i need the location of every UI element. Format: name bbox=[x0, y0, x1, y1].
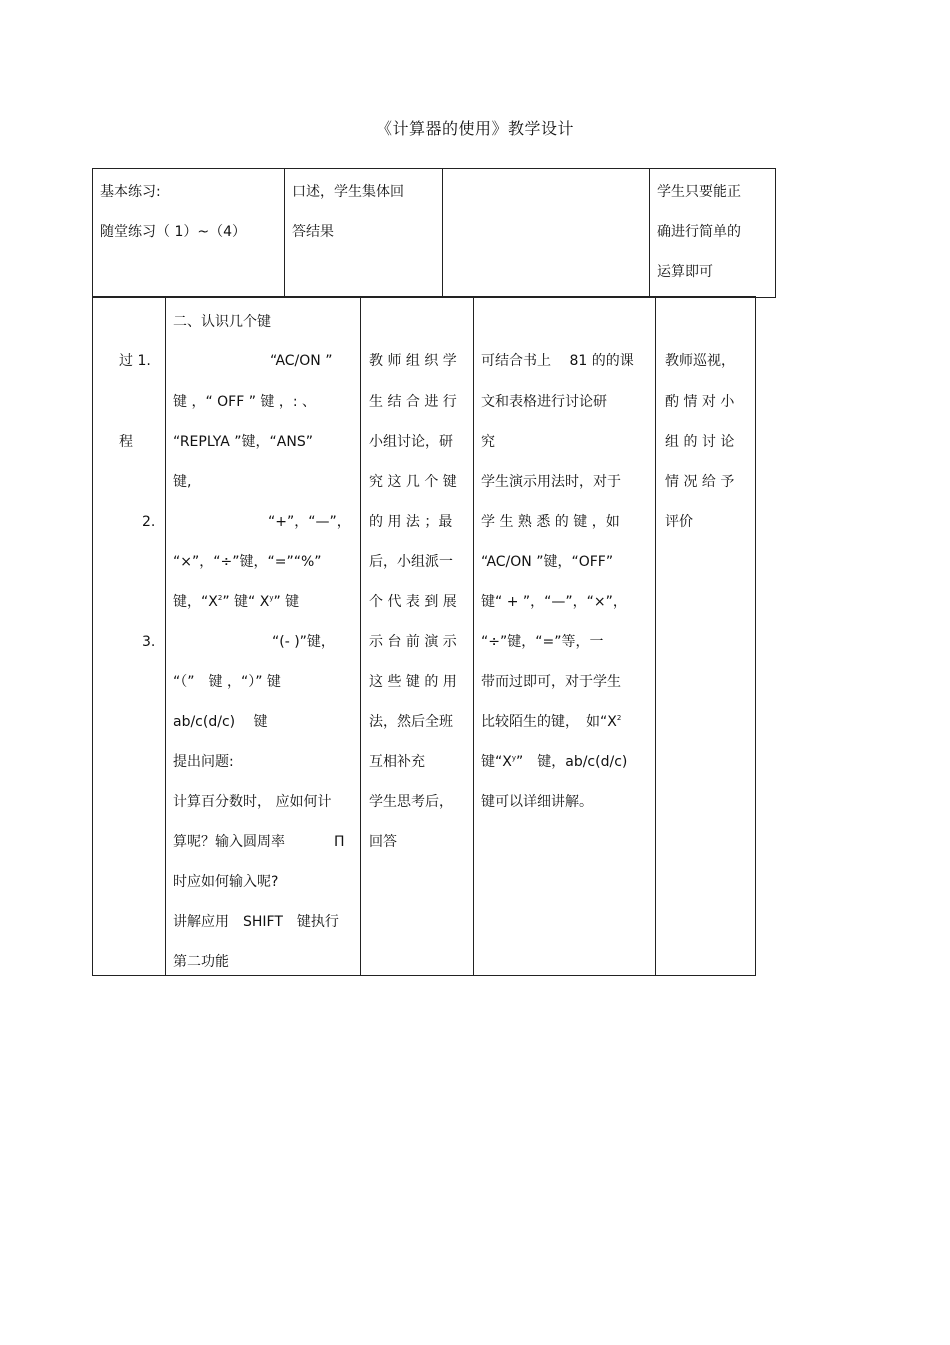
t2-c3-superscript: 2 bbox=[616, 714, 622, 722]
t2-c1-line: “+”，“—”， bbox=[268, 514, 351, 530]
t2-c0-label: 过 1. bbox=[119, 353, 151, 369]
t2-c3-line: 学生演示用法时，对于 bbox=[481, 474, 621, 490]
t2-c4-line: 组 的 讨 论 bbox=[665, 434, 735, 450]
t2-c1-line: “(- )”键， bbox=[272, 634, 335, 650]
t2-c2-line: 个 代 表 到 展 bbox=[369, 594, 457, 610]
t1-c4-line: 确进行简单的 bbox=[657, 224, 741, 240]
t2-c0-label: 程 bbox=[119, 434, 133, 450]
t2-c2-line: 法，然后全班 bbox=[369, 714, 453, 730]
t1-c4-line: 学生只要能正 bbox=[657, 184, 741, 200]
t2-c1-text: ” 键“ X bbox=[222, 594, 270, 610]
t2-c1-superscript: y bbox=[269, 594, 274, 602]
t2-c3-line: 带而过即可，对于学生 bbox=[481, 674, 621, 690]
t2-c0-label: 2. bbox=[142, 514, 156, 530]
t2-c3-text: ” 键，ab/c(d/c) bbox=[516, 754, 628, 770]
t2-c0-label: 3. bbox=[142, 634, 156, 650]
t2-c1-line: “（” 键 ，“）” 键 bbox=[173, 674, 281, 690]
t2-c3-line: 键“ + ”，“—”，“×”， bbox=[481, 594, 627, 610]
t2-c4-line: 情 况 给 予 bbox=[665, 474, 735, 490]
t2-c2-line: 生 结 合 进 行 bbox=[369, 394, 457, 410]
t2-c1-line: 键 ，“ OFF ” 键 ，: 、 bbox=[173, 394, 317, 410]
t2-c1-line: ab/c(d/c) 键 bbox=[173, 714, 268, 730]
t2-c3-line: “AC/ON ”键，“OFF” bbox=[481, 554, 614, 570]
t2-c2-line: 教 师 组 织 学 bbox=[369, 353, 457, 369]
table-2-divider bbox=[165, 296, 166, 976]
t2-c1-line: 提出问题: bbox=[173, 754, 234, 770]
t2-c2-line: 示 台 前 演 示 bbox=[369, 634, 457, 650]
t2-c1-line bbox=[173, 592, 299, 612]
t2-c3-text: 键“X bbox=[481, 754, 512, 770]
table-1-divider bbox=[649, 168, 650, 298]
t2-c1-line: 第二功能 bbox=[173, 954, 229, 970]
t2-c2-line: 互相补充 bbox=[369, 754, 425, 770]
t2-c3-line: 究 bbox=[481, 434, 495, 450]
t2-c1-line: 讲解应用 SHIFT 键执行 bbox=[173, 914, 339, 930]
page-title: 《计算器的使用》教学设计 bbox=[375, 119, 574, 138]
t1-c1-line: 随堂练习（ 1）~（4） bbox=[100, 224, 246, 240]
t2-c3-text: 比较陌生的键， 如“X bbox=[481, 714, 617, 730]
table-1-divider bbox=[442, 168, 443, 298]
t2-c1-line: 计算百分数时， 应如何计 bbox=[173, 794, 332, 810]
table-2-divider bbox=[473, 296, 474, 976]
table-2-divider bbox=[655, 296, 656, 976]
t2-c3-superscript: y bbox=[511, 754, 516, 762]
t2-c1-pi-symbol: Π bbox=[334, 834, 345, 850]
t2-c1-text: 键，“X bbox=[173, 594, 218, 610]
t1-c4-line: 运算即可 bbox=[657, 264, 713, 280]
t1-c2-line: 答结果 bbox=[292, 224, 334, 240]
t2-c1-line: 二、认识几个键 bbox=[173, 314, 271, 330]
t2-c2-line: 这 些 键 的 用 bbox=[369, 674, 457, 690]
t2-c3-line bbox=[481, 752, 627, 772]
t2-c3-line bbox=[481, 712, 621, 732]
t2-c4-line: 教师巡视， bbox=[665, 353, 735, 369]
t2-c4-line: 酌 情 对 小 bbox=[665, 394, 735, 410]
table-1-divider bbox=[284, 168, 285, 298]
t2-c1-text: ” 键 bbox=[273, 594, 300, 610]
t2-c2-line: 的 用 法 ；最 bbox=[369, 514, 453, 530]
t2-c1-superscript: 2 bbox=[217, 594, 223, 602]
t2-c2-line: 回答 bbox=[369, 834, 397, 850]
t2-c1-line: 键, bbox=[173, 474, 192, 490]
t2-c3-line: 键可以详细讲解。 bbox=[481, 794, 593, 810]
t2-c3-line: 文和表格进行讨论研 bbox=[481, 394, 607, 410]
t2-c3-line: “÷”键，“=”等，一 bbox=[481, 634, 604, 650]
t1-c2-line: 口述，学生集体回 bbox=[292, 184, 404, 200]
t2-c2-line: 后，小组派一 bbox=[369, 554, 453, 570]
table-2-divider bbox=[360, 296, 361, 976]
t2-c2-line: 究 这 几 个 键 bbox=[369, 474, 457, 490]
t2-c1-line: “AC/ON ” bbox=[270, 353, 333, 369]
t2-c1-line: 算呢？输入圆周率 bbox=[173, 834, 285, 850]
t2-c1-line: “REPLYA ”键，“ANS” bbox=[173, 434, 313, 450]
t1-c1-line: 基本练习: bbox=[100, 184, 161, 200]
t2-c3-line: 可结合书上 81 的的课 bbox=[481, 353, 634, 369]
t2-c3-line: 学 生 熟 悉 的 键 ，如 bbox=[481, 514, 620, 530]
t2-c1-line: “×”，“÷”键，“=”“%” bbox=[173, 554, 322, 570]
t2-c2-line: 小组讨论，研 bbox=[369, 434, 453, 450]
t2-c4-line: 评价 bbox=[665, 514, 693, 530]
t2-c1-line: 时应如何输入呢? bbox=[173, 874, 279, 890]
t2-c2-line: 学生思考后， bbox=[369, 794, 453, 810]
